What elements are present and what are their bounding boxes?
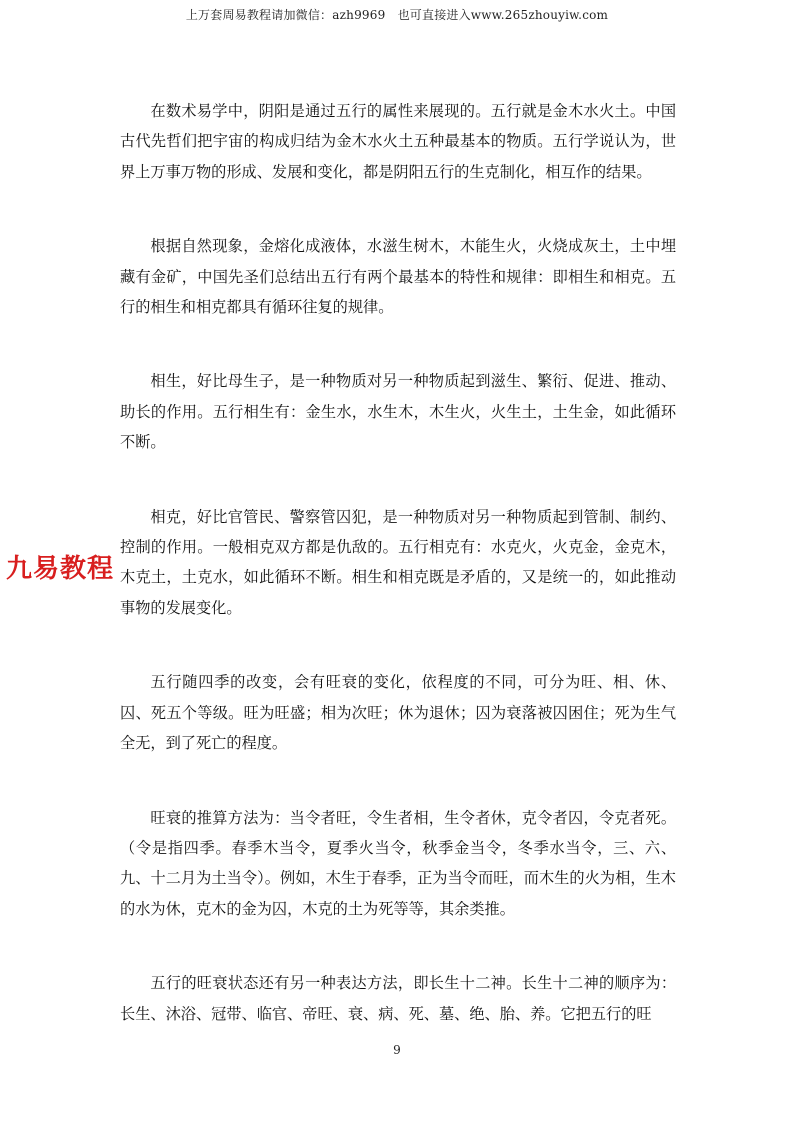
page-number: 9 bbox=[393, 1043, 401, 1057]
paragraph-7: 五行的旺衰状态还有另一种表达方法，即长生十二神。长生十二神的顺序为：长生、沐浴、冠带、临官、帝旺、衰、病、死、墓、绝、胎、养。它把五行的旺 bbox=[120, 974, 676, 1023]
paragraph-6: 旺衰的推算方法为：当令者旺，令生者相，生令者休，克令者囚，令克者死。（令是指四季。春季木当令，夏季火当令，秋季金当令，冬季水当令，三、六、九、十二月为土当令）。例如，木生于春季，正为当令而旺，而木生的火为相，生木的水为休，克木的金为囚，木克的土为死等等，其余类推。 bbox=[120, 808, 676, 918]
paragraph-1: 在数术易学中，阴阳是通过五行的属性来展现的。五行就是金木水火土。中国古代先哲们把宇宙的构成归结为金木水火土五种最基本的物质。五行学说认为，世界上万事万物的形成、发展和变化，都是阴阳五行的生克制化，相互作的结果。 bbox=[120, 102, 676, 181]
paragraph-2: 根据自然现象，金熔化成液体，水滋生树木，木能生火，火烧成灰土，土中埋藏有金矿，中国先圣们总结出五行有两个最基本的特性和规律：即相生和相克。五行的相生和相克都具有循环往复的规律。 bbox=[120, 237, 676, 317]
paragraph-3: 相生，好比母生子，是一种物质对另一种物质起到滋生、繁衍、促进、推动、助长的作用。五行相生有：金生水，水生木，木生火，火生土，土生金，如此循环不断。 bbox=[120, 372, 676, 452]
document-body bbox=[120, 96, 676, 1073]
page-header: 上万套周易教程请加微信：azh9969 也可直接进入www.265zhouyiw.com bbox=[185, 8, 609, 22]
paragraph-5: 五行随四季的改变，会有旺衰的变化，依程度的不同，可分为旺、相、休、囚、死五个等级。旺为旺盛；相为次旺；休为退休；囚为衰落被囚困住；死为生气全无，到了死亡的程度。 bbox=[120, 673, 676, 753]
paragraph-4: 相克，好比官管民、警察管囚犯，是一种物质对另一种物质起到管制、制约、控制的作用。一般相克双方都是仇敌的。五行相克有：水克火，火克金，金克木，木克土，土克水，如此循环不断。相生和相克既是矛盾的，又是统一的，如此推动事物的发展变化。 bbox=[120, 507, 676, 617]
watermark-logo: 九易教程 bbox=[6, 548, 118, 585]
